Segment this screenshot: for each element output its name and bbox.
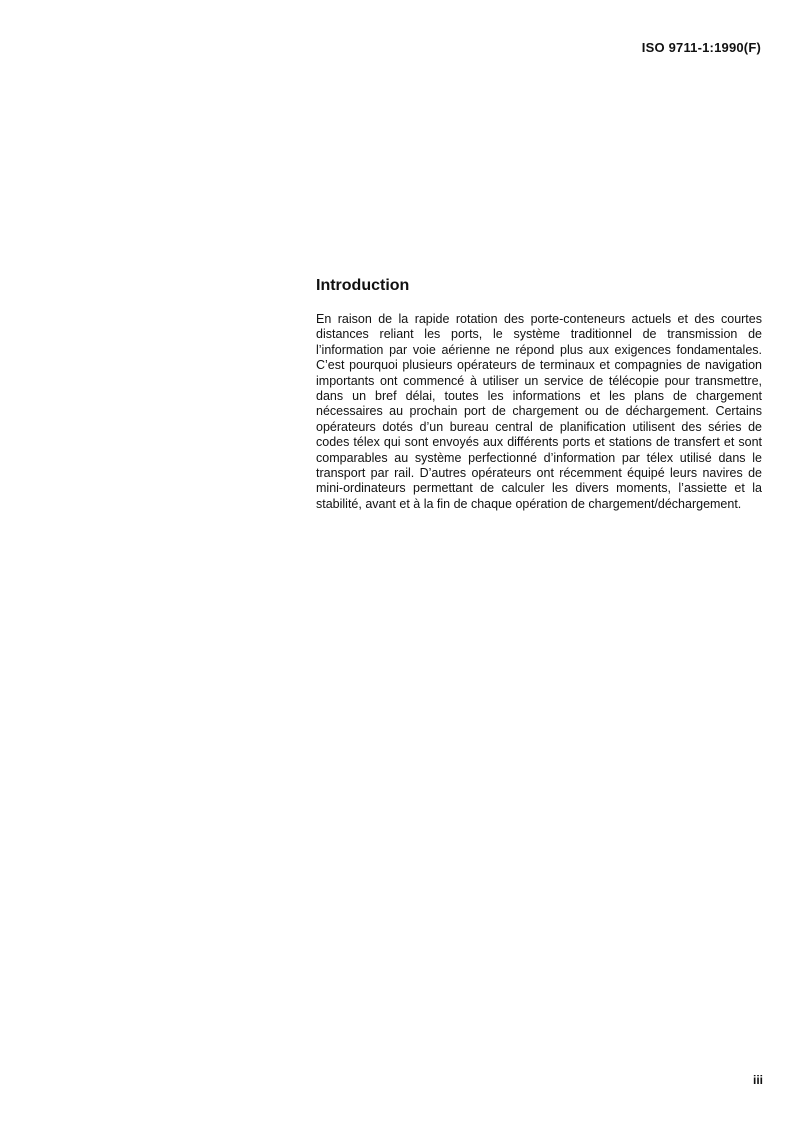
document-identifier: ISO 9711-1:1990(F) bbox=[641, 40, 761, 55]
section-title: Introduction bbox=[316, 277, 410, 294]
introduction-section bbox=[316, 276, 762, 512]
introduction-paragraph: En raison de la rapide rotation des porte-conteneurs actuels et des courtes distances reliant les ports, le système traditionnel de transmission de l’information par voie aérienne ne répond plus aux exigences fondamentales. C’est pourquoi plusieurs opérateurs de terminaux et compagnies de navigation importants ont commencé à utiliser un service de télécopie pour transmettre, dans un bref délai, toutes les informations et les plans de chargement nécessaires au prochain port de chargement ou de déchargement. Certains opérateurs dotés d’un bureau central de planification utilisent des séries de codes télex qui sont envoyés aux différents ports et stations de transfert et sont comparables au système perfectionné d’information par télex utilisé dans le transport par rail. D’autres opérateurs ont récemment équipé leurs navires de mini-ordinateurs permettant de calculer les divers moments, l’assiette et la stabilité, avant et à la fin de chaque opération de chargement/déchargement. bbox=[316, 312, 762, 511]
page-number: iii bbox=[752, 1073, 763, 1087]
